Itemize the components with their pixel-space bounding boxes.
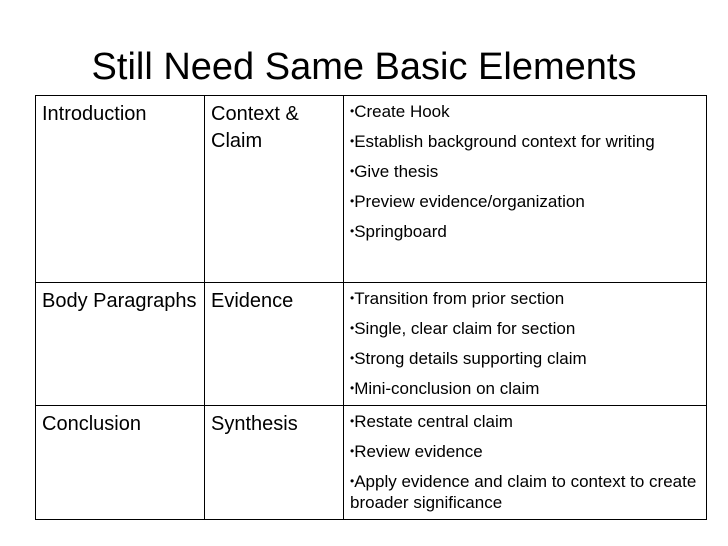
slide-title: Still Need Same Basic Elements xyxy=(91,46,637,88)
bullet-icon: • xyxy=(350,134,355,148)
list-item: •Restate central claim xyxy=(350,412,513,431)
section-cell: Conclusion xyxy=(36,406,205,520)
list-item: •Create Hook xyxy=(350,102,450,121)
focus-cell: Synthesis xyxy=(205,406,344,520)
list-item: •Apply evidence and claim to context to create broader significance xyxy=(350,472,697,512)
list-item: •Establish background context for writing xyxy=(350,132,655,151)
bullet-icon: • xyxy=(350,474,355,488)
focus-cell: Evidence xyxy=(205,283,344,406)
table-row-introduction xyxy=(36,96,707,283)
bullet-icon: • xyxy=(350,444,355,458)
details-list xyxy=(350,101,700,242)
list-item: •Mini-conclusion on claim xyxy=(350,379,540,398)
bullet-icon: • xyxy=(350,224,355,238)
bullet-icon: • xyxy=(350,194,355,208)
elements-table xyxy=(35,95,707,520)
details-cell xyxy=(344,406,707,520)
list-item: •Preview evidence/organization xyxy=(350,192,585,211)
details-list xyxy=(350,411,700,513)
bullet-icon: • xyxy=(350,414,355,428)
list-item: •Strong details supporting claim xyxy=(350,349,587,368)
list-item: •Review evidence xyxy=(350,442,483,461)
details-cell xyxy=(344,283,707,406)
section-cell: Introduction xyxy=(36,96,205,283)
bullet-icon: • xyxy=(350,104,355,118)
list-item: •Transition from prior section xyxy=(350,289,565,308)
details-list xyxy=(350,288,700,399)
bullet-icon: • xyxy=(350,291,355,305)
focus-cell: Context & Claim xyxy=(205,96,344,283)
bullet-icon: • xyxy=(350,381,355,395)
bullet-icon: • xyxy=(350,351,355,365)
table-row-body-paragraphs xyxy=(36,283,707,406)
bullet-icon: • xyxy=(350,164,355,178)
list-item: •Single, clear claim for section xyxy=(350,319,576,338)
list-item: •Springboard xyxy=(350,222,447,241)
section-cell: Body Paragraphs xyxy=(36,283,205,406)
table-row-conclusion xyxy=(36,406,707,520)
list-item: •Give thesis xyxy=(350,162,439,181)
bullet-icon: • xyxy=(350,321,355,335)
details-cell xyxy=(344,96,707,283)
